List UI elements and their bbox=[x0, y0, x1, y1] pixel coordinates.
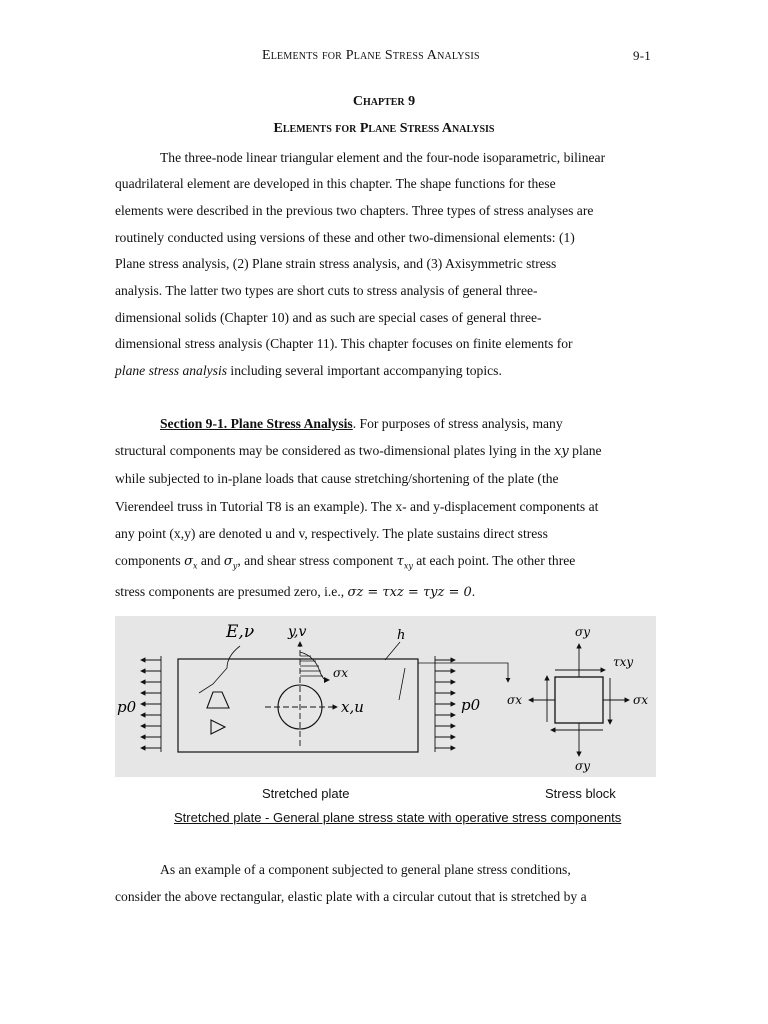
section-line: Vierendeel truss in Tutorial T8 is an example). The x- and y-displacement components at bbox=[115, 499, 599, 514]
section-line bbox=[115, 553, 575, 571]
section-line bbox=[115, 443, 602, 459]
sigma-y-symbol: $\sigma_y$ bbox=[223, 554, 238, 571]
page-number: 9-1 bbox=[633, 48, 651, 63]
quadrilateral-element bbox=[207, 692, 229, 708]
intro-line: Plane stress analysis, (2) Plane strain stress analysis, and (3) Axisymmetric stress bbox=[115, 256, 557, 271]
running-header-title: Elements for Plane Stress Analysis bbox=[262, 48, 480, 63]
emphasis-text: plane stress analysis bbox=[115, 363, 228, 378]
section-line bbox=[115, 584, 475, 600]
tau-xy-symbol: $\tau_{xy}$ bbox=[396, 554, 413, 571]
stretched-plate-figure bbox=[115, 616, 656, 777]
x-axis-label: x,u bbox=[341, 698, 364, 716]
figure-caption-left: Stretched plate bbox=[262, 786, 350, 801]
intro-line-rest: including several important accompanying topics. bbox=[227, 363, 502, 378]
intro-line: The three-node linear triangular element and the four-node isoparametric, bilinear bbox=[160, 150, 606, 165]
section-text: stress components are presumed zero, i.e., bbox=[115, 584, 348, 599]
stress-block-sigma-x-left: σx bbox=[507, 693, 522, 707]
closing-line: As an example of a component subjected to general plane stress conditions, bbox=[160, 862, 571, 877]
material-label: E,ν bbox=[226, 622, 255, 642]
stress-block-sigma-x-right: σx bbox=[633, 693, 648, 707]
zero-stress-equation: σz = τxz = τyz = 0 bbox=[347, 585, 472, 600]
section-line bbox=[160, 416, 563, 432]
thickness-label: h bbox=[397, 628, 406, 643]
section-text: . For purposes of stress analysis, many bbox=[352, 416, 563, 431]
closing-line: consider the above rectangular, elastic plate with a circular cutout that is stretched by a bbox=[115, 889, 587, 904]
section-heading: Section 9-1. Plane Stress Analysis bbox=[160, 416, 353, 431]
section-text: structural components may be considered as two-dimensional plates lying in the bbox=[115, 443, 555, 458]
load-label-left: p0 bbox=[117, 698, 137, 716]
left-load-arrows bbox=[141, 656, 161, 752]
figure-caption-right: Stress block bbox=[545, 786, 616, 801]
load-label-right: p0 bbox=[461, 696, 481, 714]
intro-line: analysis. The latter two types are short cuts to stress analysis of general three- bbox=[115, 283, 538, 298]
section-line: any point (x,y) are denoted u and v, respectively. The plate sustains direct stress bbox=[115, 526, 548, 541]
sigma-x-label: σx bbox=[333, 666, 348, 680]
section-text: components bbox=[115, 553, 185, 568]
section-text: and bbox=[197, 553, 224, 568]
material-leader-line bbox=[199, 646, 240, 693]
right-load-arrows bbox=[435, 656, 455, 752]
section-line: while subjected to in-plane loads that cause stretching/shortening of the plate (the bbox=[115, 471, 559, 486]
chapter-title: Elements for Plane Stress Analysis bbox=[273, 121, 495, 136]
triangular-element bbox=[211, 720, 225, 734]
intro-line bbox=[115, 363, 502, 379]
intro-line: elements were described in the previous two chapters. Three types of stress analyses are bbox=[115, 203, 594, 218]
connector-line bbox=[418, 663, 508, 682]
math-xy: xy bbox=[554, 444, 569, 459]
sigma-x-symbol: $\sigma_x$ bbox=[184, 554, 198, 571]
thickness-leader-top bbox=[385, 642, 400, 660]
intro-line: quadrilateral element are developed in this chapter. The shape functions for these bbox=[115, 176, 556, 191]
plate-outline bbox=[178, 659, 418, 752]
section-text: plane bbox=[568, 443, 602, 458]
figure-caption-main: Stretched plate - General plane stress state with operative stress components bbox=[174, 810, 622, 825]
thickness-leader bbox=[399, 668, 405, 700]
figure-diagram bbox=[115, 616, 656, 777]
section-text: , and shear stress component bbox=[237, 553, 397, 568]
intro-line: dimensional stress analysis (Chapter 11). This chapter focuses on finite elements for bbox=[115, 336, 573, 351]
stress-block-sigma-y-bottom: σy bbox=[575, 759, 590, 773]
y-axis-label: y,v bbox=[288, 624, 307, 640]
stress-block-sigma-y-top: σy bbox=[575, 625, 590, 639]
stress-block-tau-xy: τxy bbox=[613, 655, 634, 669]
section-text: . bbox=[471, 584, 476, 599]
stress-block-element bbox=[555, 677, 603, 723]
intro-line: dimensional solids (Chapter 10) and as such are special cases of general three- bbox=[115, 310, 542, 325]
intro-line: routinely conducted using versions of these and other two-dimensional elements: (1) bbox=[115, 230, 575, 245]
section-text: at each point. The other three bbox=[412, 553, 576, 568]
chapter-label: Chapter 9 bbox=[352, 94, 416, 109]
